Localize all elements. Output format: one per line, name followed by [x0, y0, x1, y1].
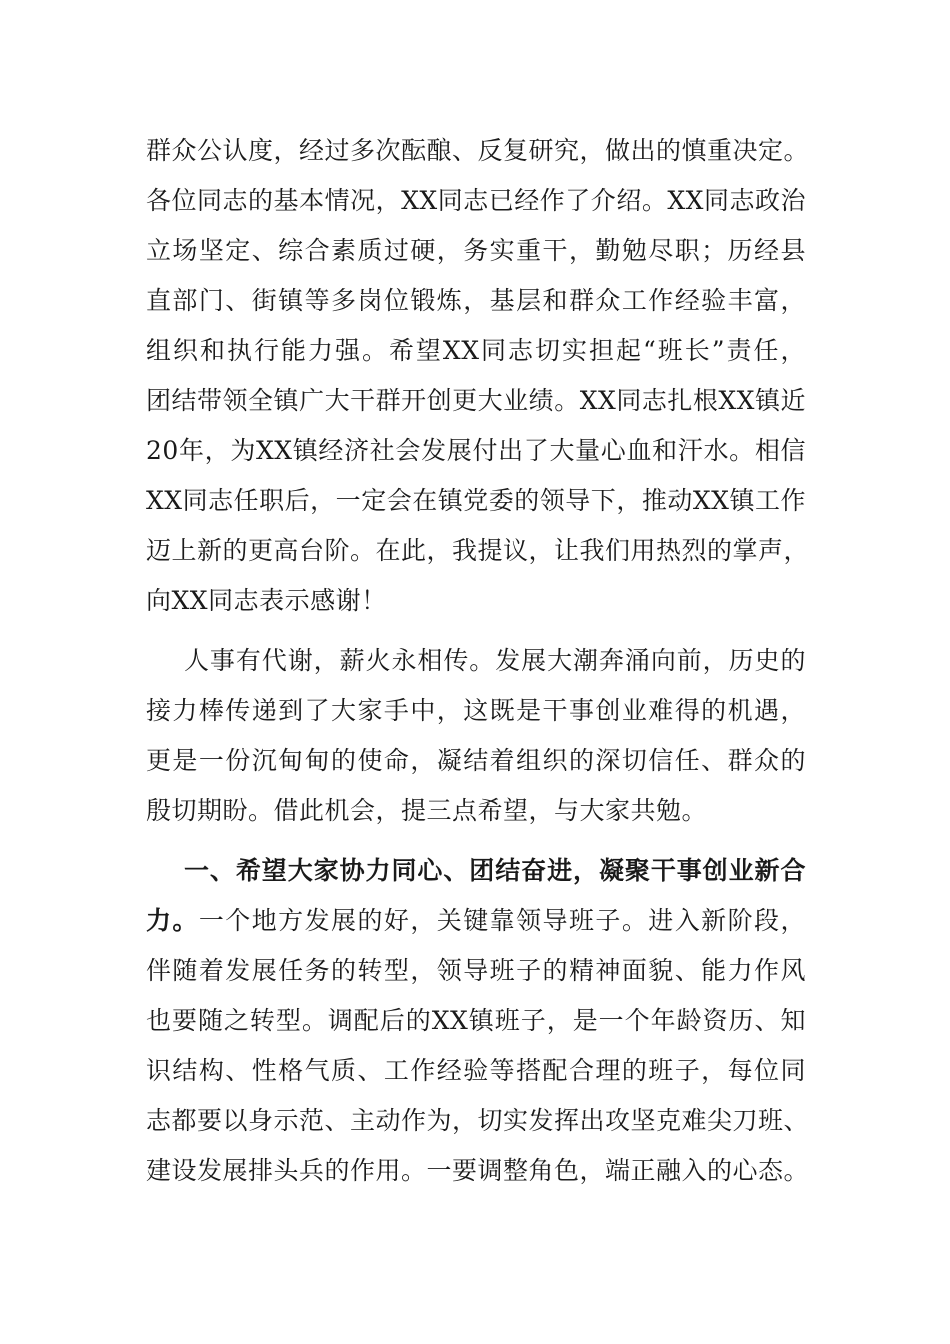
text-line: XX同志任职后，一定会在镇党委的领导下，推动XX镇工作 [146, 486, 806, 515]
text-line: 更是一份沉甸甸的使命，凝结着组织的深切信任、群众的 [146, 746, 806, 775]
text-line: 人事有代谢，薪火永相传。发展大潮奔涌向前，历史的 [184, 646, 806, 675]
paragraph-3 [146, 846, 810, 1196]
section-heading-line: 一、希望大家协力同心、团结奋进，凝聚干事创业新合 [184, 856, 806, 885]
text-line: 团结带领全镇广大干群开创更大业绩。XX同志扎根XX镇近 [146, 386, 806, 415]
text-line: 20年，为XX镇经济社会发展付出了大量心血和汗水。相信 [146, 436, 806, 465]
text-line [146, 896, 806, 946]
paragraph-2 [146, 636, 806, 836]
paragraph-spacer [146, 626, 806, 636]
paragraph-spacer [146, 836, 806, 846]
text-line: 群众公认度，经过多次酝酿、反复研究，做出的慎重决定。 [146, 136, 810, 165]
text-line: 志都要以身示范、主动作为，切实发挥出攻坚克难尖刀班、 [146, 1106, 810, 1135]
text-line: 也要随之转型。调配后的XX镇班子，是一个年龄资历、知 [146, 1006, 806, 1035]
text-line: 组织和执行能力强。希望XX同志切实担起“班长”责任， [146, 336, 806, 365]
document-body [146, 126, 810, 1196]
text-line: 识结构、性格气质、工作经验等搭配合理的班子，每位同 [146, 1056, 806, 1085]
text-line: 立场坚定、综合素质过硬，务实重干，勤勉尽职；历经县 [146, 236, 806, 265]
text-line: 各位同志的基本情况，XX同志已经作了介绍。XX同志政治 [146, 186, 806, 215]
text-span: 一个地方发展的好，关键靠领导班子。进入新阶段， [198, 906, 806, 935]
text-line: 迈上新的更高台阶。在此，我提议，让我们用热烈的掌声， [146, 536, 810, 565]
text-line: 向XX同志表示感谢！ [146, 586, 387, 615]
text-line: 殷切期盼。借此机会，提三点希望，与大家共勉。 [146, 796, 708, 825]
section-heading-end: 力。 [146, 906, 199, 935]
text-line: 伴随着发展任务的转型，领导班子的精神面貌、能力作风 [146, 956, 806, 985]
text-line: 建设发展排头兵的作用。一要调整角色，端正融入的心态。 [146, 1156, 810, 1185]
text-line: 直部门、街镇等多岗位锻炼，基层和群众工作经验丰富， [146, 286, 806, 315]
text-line: 接力棒传递到了大家手中，这既是干事创业难得的机遇， [146, 696, 806, 725]
paragraph-1 [146, 126, 810, 626]
